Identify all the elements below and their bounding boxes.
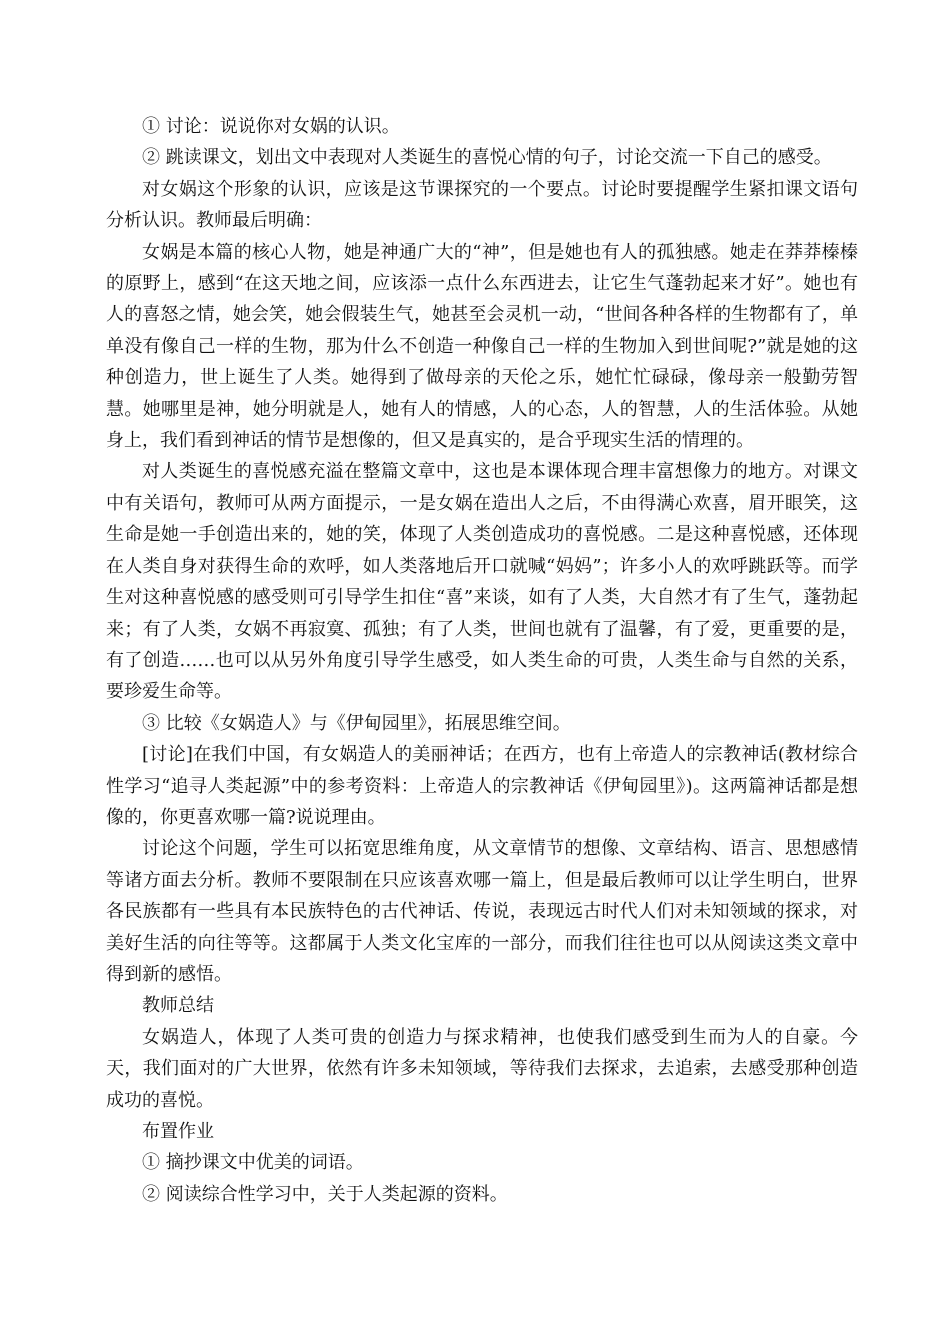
- nuwa-analysis-paragraph: 女娲是本篇的核心人物，她是神通广大的“神”，但是她也有人的孤独感。她走在莽莽榛榛的原野上，感到“在这天地之间，应该添一点什么东西进去，让它生气蓬勃起来才好”。她也有人的喜怒之情，她会笑，她会假装生气，她甚至会灵机一动，“世间各种各样的生物都有了，单单没有像自己一样的生物，那为什么不创造一种像自己一样的生物加入到世间呢?”就是她的这种创造力，世上诞生了人类。她得到了做母亲的天伦之乐，她忙忙碌碌，像母亲一般勤劳智慧。她哪里是神，她分明就是人，她有人的情感，人的心态，人的智慧，人的生活体验。从她身上，我们看到神话的情节是想像的，但又是真实的，是合乎现实生活的情理的。: [106, 241, 858, 452]
- discussion-prompt-paragraph: [讨论]在我们中国，有女娲造人的美丽神话；在西方，也有上帝造人的宗教神话(教材综合性学习“追寻人类起源”中的参考资料：上帝造人的宗教神话《伊甸园里》)。这两篇神话都是想像的，你更喜欢哪一篇?说说理由。: [106, 744, 858, 828]
- homework-item-2: ② 阅读综合性学习中，关于人类起源的资料。: [142, 1183, 508, 1205]
- discussion-item-1: ① 讨论：说说你对女娲的认识。: [142, 116, 400, 137]
- teacher-note-paragraph: 对女娲这个形象的认识，应该是这节课探究的一个要点。讨论时要提醒学生紧扣课文语句分析认识。教师最后明确：: [106, 178, 858, 232]
- teacher-summary-paragraph: 女娲造人，体现了人类可贵的创造力与探求精神，也使我们感受到生而为人的自豪。今天，我们面对的广大世界，依然有许多未知领域，等待我们去探求，去追索，去感受那种创造成功的喜悦。: [106, 1026, 858, 1111]
- homework-heading: 布置作业: [142, 1121, 214, 1142]
- comparison-item-3: ③ 比较《女娲造人》与《伊甸园里》，拓展思维空间。: [142, 712, 571, 734]
- teacher-summary-heading: 教师总结: [142, 995, 214, 1017]
- discussion-guidance-paragraph: 讨论这个问题，学生可以拓宽思维角度，从文章情节的想像、文章结构、语言、思想感情等诸方面去分析。教师不要限制在只应该喜欢哪一篇上，但是最后教师可以让学生明白，世界各民族都有一些具有本民族特色的古代神话、传说，表现远古时代人们对未知领域的探求，对美好生活的向往等等。这都属于人类文化宝库的一部分，而我们往往也可以从阅读这类文章中得到新的感悟。: [106, 838, 858, 985]
- document-body: [106, 111, 858, 1210]
- discussion-item-2: ② 跳读课文，划出文中表现对人类诞生的喜悦心情的句子，讨论交流一下自己的感受。: [142, 147, 832, 169]
- joy-analysis-paragraph: 对人类诞生的喜悦感充溢在整篇文章中，这也是本课体现合理丰富想像力的地方。对课文中有关语句，教师可从两方面提示，一是女娲在造出人之后，不由得满心欢喜，眉开眼笑，这生命是她一手创造出来的，她的笑，体现了人类创造成功的喜悦感。二是这种喜悦感，还体现在人类自身对获得生命的欢呼，如人类落地后开口就喊“妈妈”；许多小人的欢呼跳跃等。而学生对这种喜悦感的感受则可引导学生扣住“喜”来谈，如有了人类，大自然才有了生气，蓬勃起来；有了人类，女娲不再寂寞、孤独；有了人类，世间也就有了温馨，有了爱，更重要的是，有了创造……也可以从另外角度引导学生感受，如人类生命的可贵，人类生命与自然的关系，要珍爱生命等。: [106, 461, 858, 703]
- homework-item-1: ① 摘抄课文中优美的词语。: [142, 1152, 364, 1174]
